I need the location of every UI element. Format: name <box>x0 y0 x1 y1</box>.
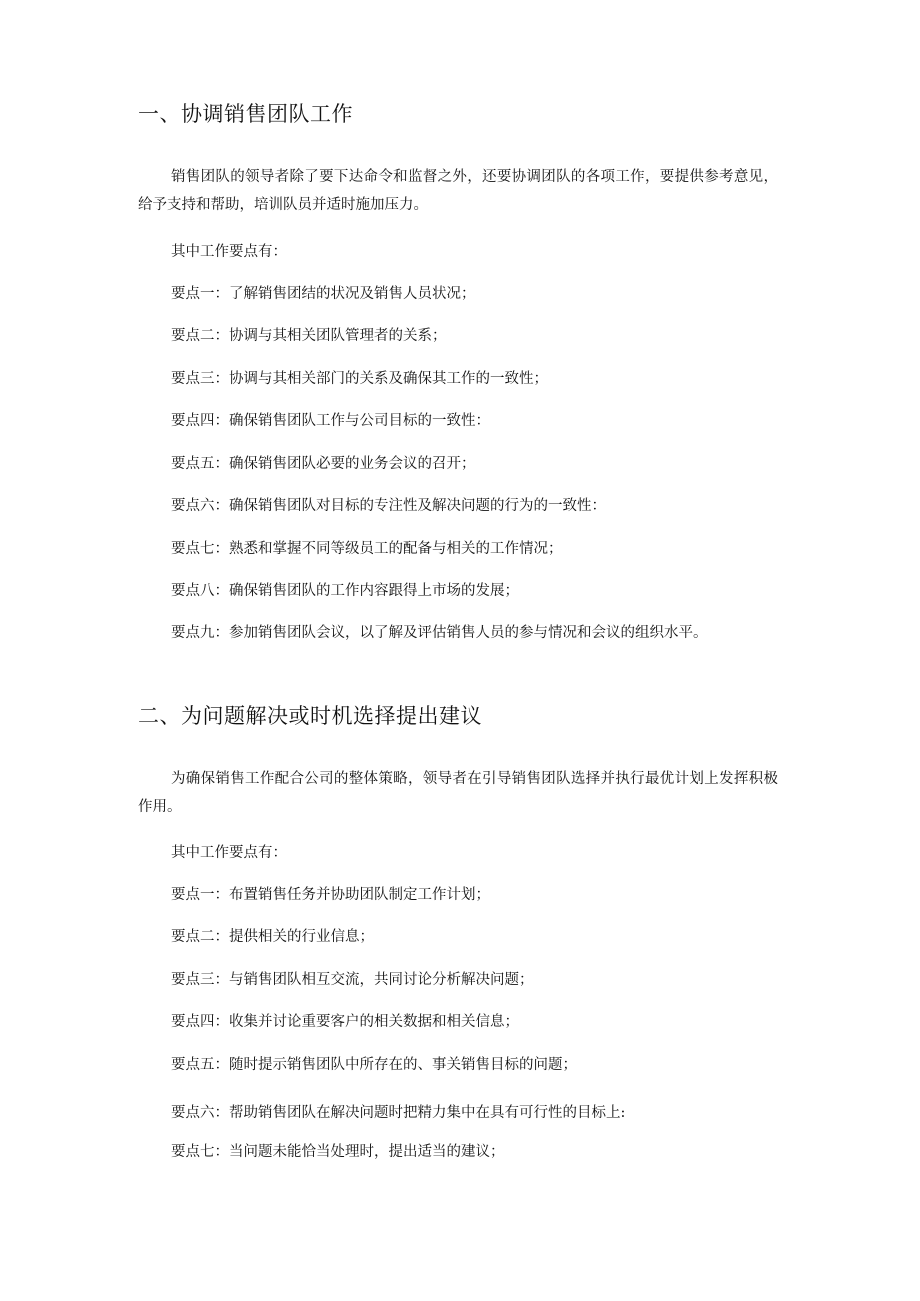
section-1-lead: 其中工作要点有： <box>171 244 287 260</box>
section-2-heading: 二、为问题解决或时机选择提出建议 <box>138 704 482 728</box>
section-1-point-2: 要点二：协调与其相关团队管理者的关系； <box>171 328 447 344</box>
section-1-intro: 销售团队的领导者除了要下达命令和监督之外，还要协调团队的各项工作，要提供参考意见，给予支持和帮助，培训队员并适时施加压力。 <box>138 169 778 213</box>
section-2-point-7: 要点七：当问题未能恰当处理时，提出适当的建议； <box>171 1144 505 1160</box>
section-2-point-3: 要点三：与销售团队相互交流，共同讨论分析解决问题； <box>171 972 534 988</box>
section-1-heading: 一、协调销售团队工作 <box>138 102 353 126</box>
section-2-point-6: 要点六：帮助销售团队在解决问题时把精力集中在具有可行性的目标上: <box>171 1105 626 1121</box>
section-1-point-3: 要点三：协调与其相关部门的关系及确保其工作的一致性； <box>171 371 548 387</box>
section-2-lead: 其中工作要点有： <box>171 845 287 861</box>
section-1-point-5: 要点五：确保销售团队必要的业务会议的召开； <box>171 456 476 472</box>
section-1-point-9: 要点九：参加销售团队会议，以了解及评估销售人员的参与情况和会议的组织水平。 <box>171 625 708 641</box>
section-1-point-4: 要点四：确保销售团队工作与公司目标的一致性： <box>171 413 490 429</box>
section-2-intro: 为确保销售工作配合公司的整体策略，领导者在引导销售团队选择并执行最优计划上发挥积极作用。 <box>138 771 778 815</box>
section-1-point-6: 要点六：确保销售团队对目标的专注性及解决问题的行为的一致性： <box>171 498 606 514</box>
section-2-point-1: 要点一：布置销售任务并协助团队制定工作计划； <box>171 887 490 903</box>
section-2-point-5: 要点五：随时提示销售团队中所存在的、事关销售目标的问题； <box>171 1057 577 1073</box>
section-1-point-1: 要点一：了解销售团结的状况及销售人员状况； <box>171 286 476 302</box>
section-1-point-7: 要点七：熟悉和掌握不同等级员工的配备与相关的工作情况； <box>171 541 563 557</box>
section-1-point-8: 要点八：确保销售团队的工作内容跟得上市场的发展； <box>171 583 519 599</box>
section-2-point-2: 要点二：提供相关的行业信息； <box>171 929 374 945</box>
section-2-point-4: 要点四：收集并讨论重要客户的相关数据和相关信息； <box>171 1014 519 1030</box>
